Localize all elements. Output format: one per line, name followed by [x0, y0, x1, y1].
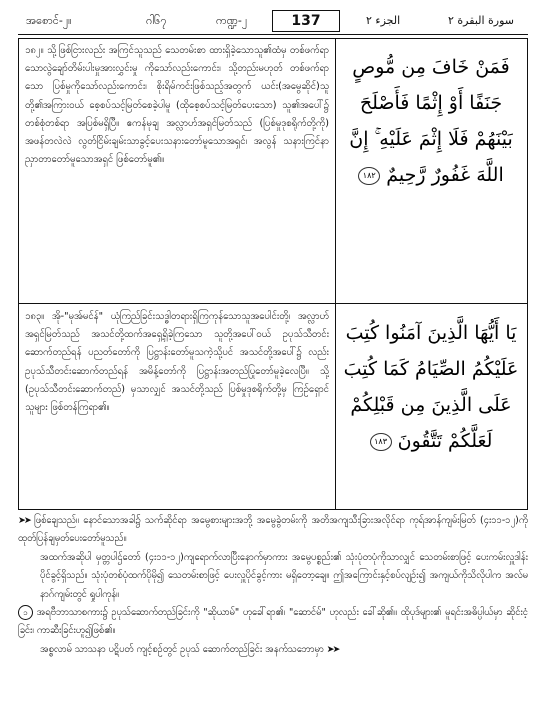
verse-divider	[19, 303, 527, 304]
column-divider	[335, 39, 336, 509]
footnote-2: အထက်အဆိုပါ မှတ္တပါဌ်တော် (၄း၁၁-၁၂)ကျရောက်လာပြီးနောက်မှာကား အမွေပစ္စည်း၏ သုံးပုံတပုံကိုသာလျှင် သေတမ်းစာဖြင့် ပေးကမ်းလှူဒါန်းပိုင်ခွင့်ရှိသည်။ သုံးပုံတစ်ပုံထက်ပိုမို၍ သေတမ်းစာဖြင့် ပေးလှူပိုင်ခွင့်ကား မရှိတော့ချေ။ ဤအကြောင်းနှင့်စပ်လျဉ်း၍ အကျယ်ကိုသိလိုပါက အလ်မနာဂ်ကျမ်းတွင် ရှုပါကုန်။	[40, 551, 528, 600]
footnote-3	[18, 604, 528, 641]
header-rule	[18, 34, 528, 35]
verse-182-arabic	[341, 49, 521, 193]
surah-label: سورة البقرة ٢	[448, 14, 515, 27]
verse-182-arabic-text: فَمَنْ خَافَ مِن مُّوصٍ جَنَفًا أَوْ إِثْمًا فَأَصْلَحَ بَيْنَهُمْ فَلَا إِثْمَ عَلَيْهِ ۚ إِنَّ اللَّهَ غَفُورٌ رَّحِيمٌ	[349, 56, 513, 186]
verse-183-arabic-text: يَا أَيُّهَا الَّذِينَ آمَنُوا كُتِبَ عَلَيْكُمُ الصِّيَامُ كَمَا كُتِبَ عَلَى الَّذِينَ مِن قَبْلِكُمْ لَعَلَّكُمْ تَتَّقُونَ	[343, 322, 519, 452]
footnotes	[18, 512, 528, 708]
footnote-3-text: အရဗီဘာသာစကား၌ ဥပုသ်ဆောက်တည်ခြင်းကို "ဆိုယာမ်" ဟုခေါ်ရာ၏၊ "ဆောင်မ်" ဟုလည်း ခေါ်ဆို၏။ ထိုပုဒ်များ၏ မူရင်းအဓိပ္ပါယ်မှာ ဆိုင်းငံ့ခြင်း၊ ကာဆီးခြင်းဟူ၍ဖြစ်၏။	[18, 607, 528, 637]
part-label: ကဏ္ဍ-၂	[216, 14, 248, 27]
footnote-1	[18, 512, 528, 549]
page-header	[18, 8, 528, 34]
verse-183-translation: ၁၈၃။ အို-"မုအ်မင်န်" ယုံကြည်ခြင်းသဒ္ဓါတရားရှိကြကုန်သောသူအပေါင်းတို့၊ အလ္လာဟ်အရှင်မြတ်သည် အသင်တို့ထက်အရှေ့ရှိခဲ့ကြသော သူတို့အပေါ်ဝယ် ဥပုသ်သီတင်းဆောက်တည်ရန် ပညတ်တော်ကို ပြဋ္ဌာန်းတော်မူသကဲ့သို့ပင် အသင်တို့အပေါ်၌ လည်း ဥပုသ်သီတင်းဆောက်တည်ရန် အမိန့်တော်ကို ပြဋ္ဌာန်းအတည်ပြုတော်မူခဲ့လေပြီ။ သို့ (ဥပုသ်သီတင်းဆောက်တည်) မှသာလျှင် အသင်တို့သည် ပြစ်မှုဒုစရိုက်တို့မှ ကြဉ်ရှောင်သူများ ဖြစ်တန်ကြရာ၏။	[25, 311, 329, 414]
footnote-4	[18, 641, 528, 659]
page-number: 137	[272, 10, 340, 32]
verse-182-number-marker: ١٨٢	[358, 167, 380, 185]
verses-box	[18, 38, 528, 510]
verse-183-arabic	[341, 315, 521, 459]
footnote-number-marker: ၁	[18, 605, 33, 620]
footnote-4-text: အစ္စလာမ် သာသနာ ပဋိပတ် ကျင့်စဉ်တွင် ဥပုသ် ဆောက်တည်ခြင်း အနက်သဘောမှာ	[40, 643, 324, 655]
verse-183-number-marker: ١٨٣	[370, 433, 392, 451]
verse-182-translation: ၁၈၂။ သို့ဖြစ်ငြားလည်း အကြင်သူသည် သေတမ်းစာ ထားရှိခဲ့သောသူ၏ထံမှ တစ်ဖက်ရာသောလွဲချော်တိမ်းပါးမှုအားလွှင်းမှု ကိုသော်လည်းကောင်း၊ သို့တည်းမဟုတ် တစ်ဖက်ရာသော ပြစ်မှုကိုသော်လည်းကောင်း၊ စိုးရိမ်ကင်းဖြစ်သည့်အတွက် ယင်း(အမွေဆိုင်)သူတို့၏အကြားဝယ် စေ့စပ်သင့်မြတ်စေခဲ့ပါမူ (ထိုစေ့စပ်သင့်မြတ်ပေးသော) သူ၏အပေါ်၌ တစ်စုံတစ်ရာ အပြစ်မရှိပြီ။ ဧကန်မုချ အလ္လာဟ်အရှင်မြတ်သည် (ပြစ်မှုဒုစရိုက်တို့ကို) အဖန်တလဲလဲ လွတ်ငြိမ်းချမ်းသာခွင့်ပေးသနားတော်မူသောအရှင်၊ အလွန် သနားကြင်နာညှာတာတော်မူသောအရှင် ဖြစ်တော်မူ၏။	[25, 45, 329, 166]
continued-arrow-icon: ➤➤	[326, 643, 339, 655]
continuation-arrow-icon: ➤➤	[18, 515, 30, 526]
juz-label: الجزء ٢	[366, 14, 401, 27]
footnote-1-text: ဖြစ်ချေသည်။ နောင်သောအခါ၌ သက်ဆိုင်ရာ အမွေစားများအဘို့ အမွေခွဲတမ်းကို အတိအကျသီးခြားအလိုင်ရာ ကုရ်အာန်ကျမ်းမြတ် (၄း၁၁-၁၂)ကို ထုတ်ပြန်ချမှတ်ပေးတော်မူသည်။	[18, 515, 528, 545]
volume-label: အစောင်-၂။	[26, 14, 72, 27]
section-label: ဂါ၆၇	[146, 14, 167, 27]
